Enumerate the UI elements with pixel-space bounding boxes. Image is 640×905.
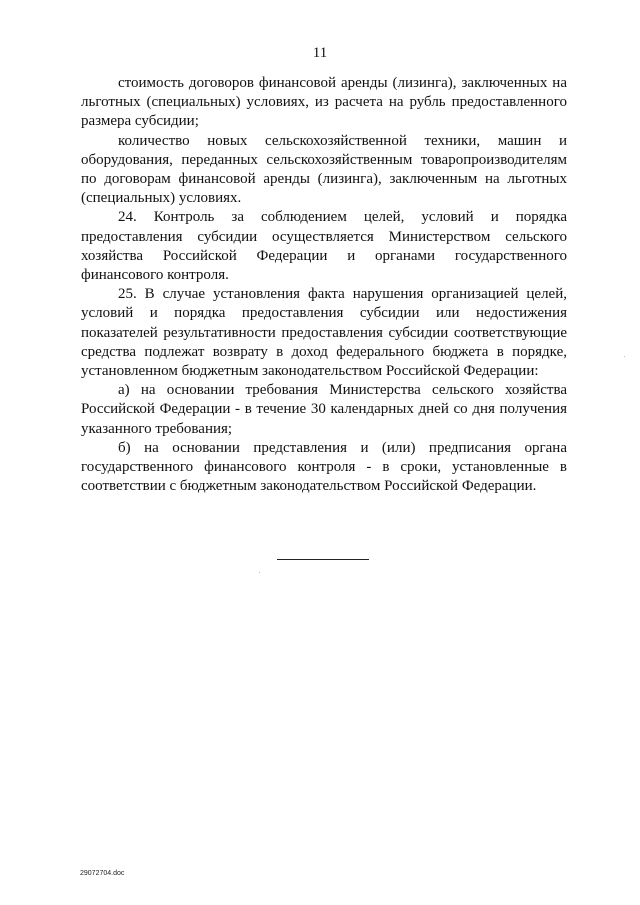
scan-speck <box>624 356 625 357</box>
paragraph-leasing-cost: стоимость договоров финансовой аренды (лизинга), заключенных на льготных (специальных) условиях, из расчета на рубль предоставленного размера субсидии; <box>81 75 567 130</box>
document-body <box>81 74 567 496</box>
paragraph-subitem-b: б) на основании представления и (или) предписания органа государственного финансового контроля - в сроки, установленные в соответствии с бюджетным законодательством Российской Федерации. <box>81 439 567 495</box>
end-separator-line <box>277 559 369 560</box>
paragraph-item-25-violation: 25. В случае установления факта нарушения организацией целей, условий и порядка предоставления субсидии или недостижения показателей результативности предоставления субсидии соответствующие средства подлежат возврату в доход федерального бюджета в порядке, установленном бюджетным законодательством Российской Федерации: <box>81 286 567 380</box>
footer-filename: 29072704.doc <box>80 870 125 877</box>
paragraph-subitem-a: а) на основании требования Министерства сельского хозяйства Российской Федерации - в течение 30 календарных дней со дня получения указанного требования; <box>81 382 567 437</box>
page-number: 11 <box>312 45 328 61</box>
scan-speck <box>259 572 260 573</box>
paragraph-equipment-count: количество новых сельскохозяйственной техники, машин и оборудования, переданных сельскохозяйственным товаропроизводителям по договорам финансовой аренды (лизинга), заключенным на льготных (специальных) условиях. <box>81 132 567 207</box>
paragraph-item-24-control: 24. Контроль за соблюдением целей, условий и порядка предоставления субсидии осуществляется Министерством сельского хозяйства Российской Федерации и органами государственного финансового контроля. <box>81 209 567 284</box>
